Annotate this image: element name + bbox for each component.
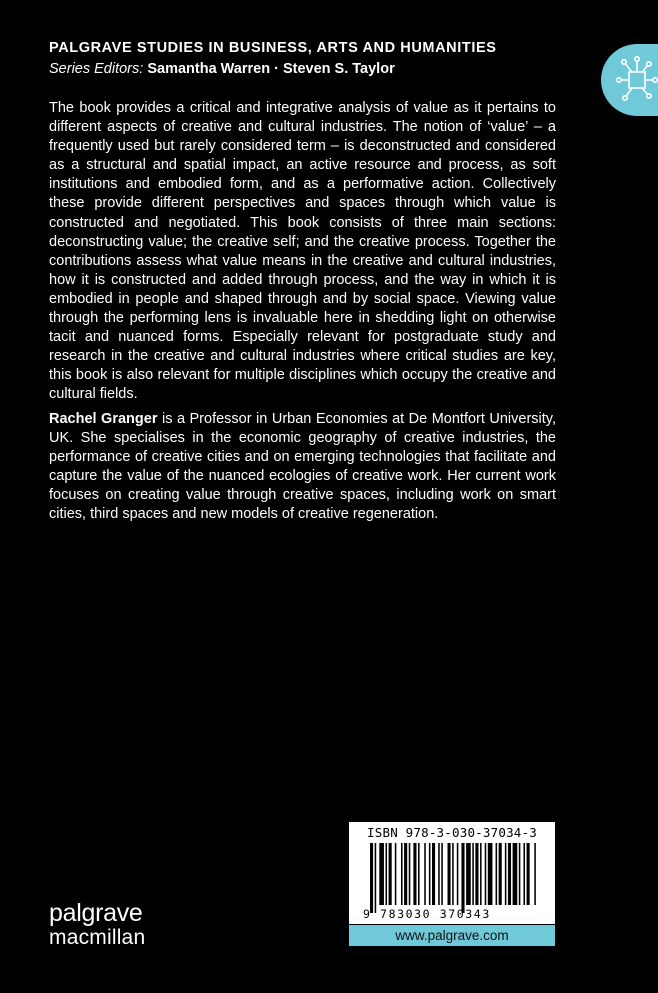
barcode-bar [418, 843, 420, 905]
barcode-bar [457, 843, 459, 905]
barcode-bar [508, 843, 511, 905]
barcode-bar [379, 843, 384, 905]
isbn-digits: 9 783030 370343 [363, 907, 491, 921]
author-name: Rachel Granger [49, 411, 158, 427]
barcode-bar [527, 843, 530, 905]
barcode-bar [386, 843, 388, 905]
barcode-bar [452, 843, 454, 905]
series-title: PALGRAVE STUDIES IN BUSINESS, ARTS AND HUMANITIES [49, 40, 497, 56]
network-node-icon [615, 56, 658, 104]
barcode-bar [480, 843, 482, 905]
publisher-logo-line1: palgrave [49, 899, 143, 927]
publisher-logo [49, 900, 145, 950]
isbn-barcode [349, 822, 555, 924]
barcode-bar [475, 843, 478, 905]
barcode-bar [429, 843, 431, 905]
barcode-bar [389, 843, 392, 905]
barcode-bar [395, 843, 397, 905]
barcode-bar [409, 843, 411, 905]
barcode-bar [441, 843, 443, 905]
barcode-bar [466, 843, 471, 905]
series-editors-names: Samantha Warren · Steven S. Taylor [147, 61, 395, 77]
publisher-logo-line2: macmillan [49, 926, 146, 949]
barcode-bar [413, 843, 416, 905]
barcode-bar [404, 843, 407, 905]
barcode-bar [370, 843, 373, 913]
publisher-url[interactable]: www.palgrave.com [349, 925, 555, 946]
barcode-bar [519, 843, 521, 905]
barcode-bar [523, 843, 525, 905]
barcode-bar [488, 843, 493, 905]
barcode-bar [461, 843, 464, 913]
barcode-bar [472, 843, 474, 905]
barcode-bar [496, 843, 498, 905]
barcode-bar [448, 843, 451, 905]
isbn-label: ISBN 978-3-030-37034-3 [367, 825, 537, 840]
barcode-bar [485, 843, 487, 905]
author-bio-text: is a Professor in Urban Economies at De Montfort University, UK. She specialises in the economic geography of creative industries, the performance of creative cities and on emerging technologies that facilitate and capture the value of the nuanced ecologies of creative work. Her current work focuses on creating value through creative spaces, including work on smart cities, third spaces and new models of creative regeneration. [49, 411, 556, 523]
author-bio [49, 410, 556, 525]
barcode-bar [424, 843, 426, 905]
barcode-bar [438, 843, 440, 905]
barcode-bar [505, 843, 507, 905]
barcode-bar [375, 843, 377, 913]
series-editors [49, 61, 395, 77]
series-editors-label: Series Editors: [49, 61, 144, 77]
barcode-bar [432, 843, 435, 905]
book-description: The book provides a critical and integrative analysis of value as it pertains to different aspects of creative and cultural industries. The notion of ‘value’ – a frequently used but rarely considered term – is deconstructed and considered as a structural and spatial impact, an active resource and process, as soft institutions and embodied form, and as a performative action. Collectively these provide different perspectives and spaces through which value is constructed and negotiated. This book consists of three main sections: deconstructing value; the creative self; and the creative process. Together the contributions assess what value means in the creative and cultural industries, how it is constructed and added through process, and the way in which it is embodied in people and shaped through and by social space. Viewing value through the performing lens is invaluable here in shedding light on otherwise tacit and nuanced forms. Especially relevant for postgraduate study and research in the creative and cultural industries where critical studies are key, this book is also relevant for multiple disciplines which occupy the creative and cultural fields. [49, 100, 556, 403]
series-badge [601, 44, 658, 116]
barcode-bar [513, 843, 518, 905]
barcode-bar [401, 843, 403, 905]
barcode-bar [534, 843, 536, 905]
barcode-bars [370, 843, 540, 913]
barcode-bar [499, 843, 502, 905]
